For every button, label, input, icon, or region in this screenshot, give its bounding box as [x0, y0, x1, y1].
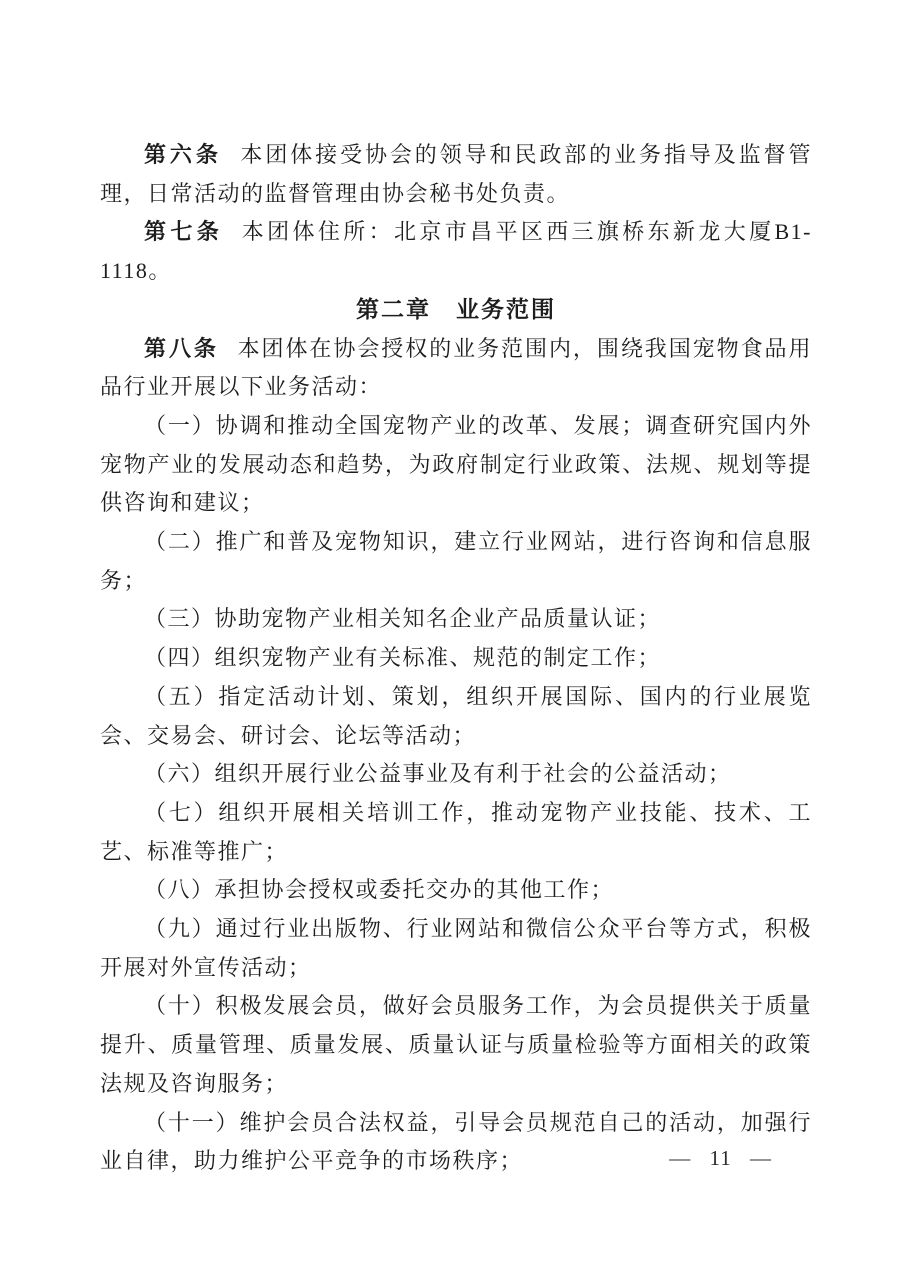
list-item-3: （三）协助宠物产业相关知名企业产品质量认证；: [144, 606, 662, 632]
list-item-4: （四）组织宠物产业有关标准、规范的制定工作；: [144, 645, 662, 671]
chapter-2-heading: 第二章 业务范围: [356, 296, 556, 322]
list-item-10: （十）积极发展会员，做好会员服务工作，为会员提供关于质量提升、质量管理、质量发展、质量认证与质量检验等方面相关的政策法规及咨询服务；: [100, 993, 812, 1096]
list-item-8: （八）承担协会授权或委托交办的其他工作；: [144, 877, 615, 903]
list-item-7: （七）组织开展相关培训工作，推动宠物产业技能、技术、工艺、标准等推广；: [100, 799, 812, 864]
article-7-text: 本团体住所：北京市昌平区西三旗桥东新龙大厦B1-1118。: [100, 219, 812, 284]
list-item-6: （六）组织开展行业公益事业及有利于社会的公益活动；: [144, 761, 732, 787]
article-8-text: 本团体在协会授权的业务范围内，围绕我国宠物食品用品行业开展以下业务活动：: [100, 335, 812, 400]
article-6-label: 第六条: [144, 142, 222, 167]
list-item-2: （二）推广和普及宠物知识，建立行业网站，进行咨询和信息服务；: [100, 529, 812, 593]
list-item-11: （十一）维护会员合法权益，引导会员规范自己的活动，加强行业自律，助力维护公平竞争的市场秩序；: [100, 1109, 812, 1174]
article-8-paragraph: [100, 330, 812, 407]
list-item-1: （一）协调和推动全国宠物产业的改革、发展；调查研究国内外宠物产业的发展动态和趋势，为政府制定行业政策、法规、规划等提供咨询和建议；: [100, 412, 812, 516]
article-7-label: 第七条: [144, 219, 224, 245]
list-item-9: （九）通过行业出版物、行业网站和微信公众平台等方式，积极开展对外宣传活动；: [100, 916, 812, 980]
list-item-5: （五）指定活动计划、策划，组织开展国际、国内的行业展览会、交易会、研讨会、论坛等活动；: [100, 683, 812, 748]
article-7-paragraph: [100, 213, 812, 290]
article-6-paragraph: [100, 136, 812, 213]
document-content: [100, 136, 812, 1181]
article-6-text: 本团体接受协会的领导和民政部的业务指导及监督管理，日常活动的监督管理由协会秘书处负责。: [100, 142, 812, 206]
article-8-label: 第八条: [144, 335, 219, 361]
page-number: — 11 —: [669, 1146, 772, 1170]
